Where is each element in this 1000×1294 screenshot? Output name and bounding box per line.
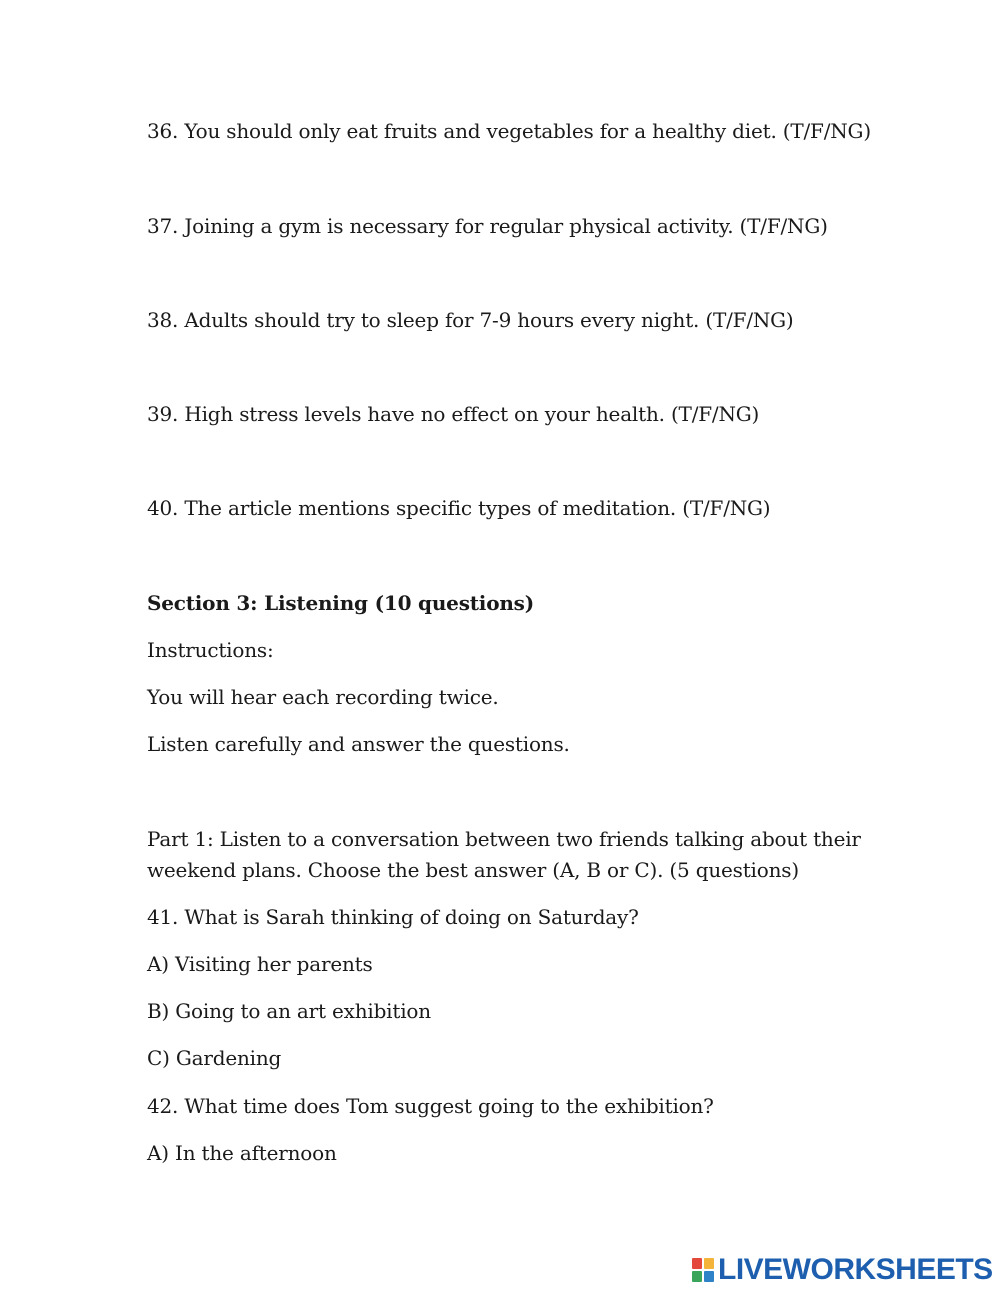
question-36: 36. You should only eat fruits and vegetables for a healthy diet. (T/F/NG) [147, 119, 871, 143]
logo-icon-tile [692, 1271, 702, 1282]
section-heading: Section 3: Listening (10 questions) [147, 591, 535, 615]
question-41: 41. What is Sarah thinking of doing on Saturday? [147, 905, 639, 929]
instruction-item: You will hear each recording twice. [147, 685, 499, 709]
question-40: 40. The article mentions specific types of meditation. (T/F/NG) [147, 496, 771, 520]
part1-intro-line-2: weekend plans. Choose the best answer (A, B or C). (5 questions) [147, 858, 799, 882]
question-42: 42. What time does Tom suggest going to the exhibition? [147, 1094, 714, 1118]
logo-icon [692, 1258, 714, 1282]
answer-option: B) Going to an art exhibition [147, 999, 431, 1023]
question-38: 38. Adults should try to sleep for 7-9 hours every night. (T/F/NG) [147, 308, 794, 332]
instructions-label: Instructions: [147, 638, 274, 662]
instruction-item: Listen carefully and answer the questions. [147, 732, 570, 756]
logo-icon-tile [704, 1258, 714, 1269]
question-37: 37. Joining a gym is necessary for regular physical activity. (T/F/NG) [147, 214, 828, 238]
part1-intro-line-1: Part 1: Listen to a conversation between two friends talking about their [147, 827, 861, 851]
question-39: 39. High stress levels have no effect on your health. (T/F/NG) [147, 402, 760, 426]
logo-text: LIVEWORKSHEETS [718, 1253, 993, 1286]
answer-option: A) In the afternoon [147, 1141, 337, 1165]
logo-icon-tile [704, 1271, 714, 1282]
answer-option: C) Gardening [147, 1046, 282, 1070]
liveworksheets-logo [692, 1254, 993, 1286]
logo-icon-tile [692, 1258, 702, 1269]
answer-option: A) Visiting her parents [147, 952, 373, 976]
